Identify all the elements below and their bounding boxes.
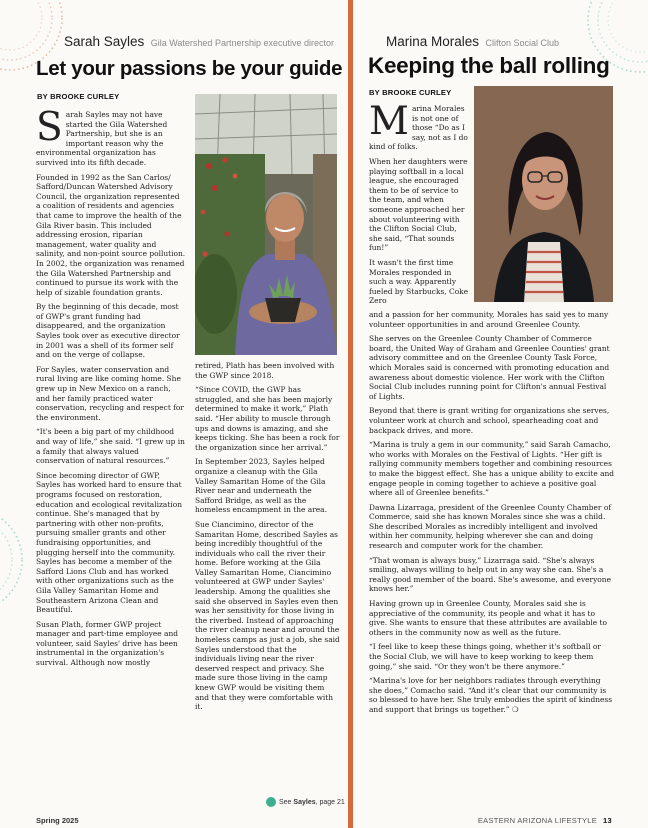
left-dropcap: S (36, 105, 63, 150)
marina-morales-photo (474, 86, 613, 302)
continued-dot-icon (266, 797, 276, 807)
footer-magazine-name: EASTERN ARIZONA LIFESTYLE (477, 816, 598, 825)
right-para-3: It wasn't the first time Morales responded in such a way. Apparently fueled by Starbucks, Coke Zero (369, 257, 469, 306)
left-subject-role: Gila Watershed Partnership executive director (150, 38, 334, 48)
left-col2-para-1: retired, Plath has been involved with the GWP since 2018. (195, 361, 335, 380)
left-para-1: Sarah Sayles may not have started the Gila Watershed Partnership, but she is an important reason why the environmental organization has survived into its fifth decade. (36, 105, 168, 167)
right-wide-para-7: Having grown up in Greenlee County, Morales said she is appreciative of the community, its people and what it has to give. She wants to ensure that these attributes are available to others in the community now as well as the future. (369, 599, 608, 637)
right-headline: Keeping the ball rolling (368, 53, 610, 78)
right-para-1: Marina Morales is not one of those “Do as I say, not as I do kind of folks. (369, 99, 468, 152)
right-wide-para-1: and a passion for her community, Morales has said yes to many volunteer opportunities in and around Greenlee County. (369, 310, 609, 329)
right-wide-para-3: Beyond that there is grant writing for organizations she serves, volunteer work at church and school, spearheading coat and backpack drives, and more. (369, 406, 610, 435)
left-para-7: Susan Plath, former GWP project manager and part-time employee and volunteer, said Sayles' drive has been instrumental in the organization's survival. Although now mostly (36, 619, 179, 668)
left-headline: Let your passions be your guide (36, 57, 343, 80)
left-para-2: Founded in 1992 as the San Carlos/ Safford/Duncan Watershed Advisory Council, the organization represented a coalition of residents and agencies that came to improve the health of the Gila River basin. This included addressing erosion, riparian management, water quality and salinity, and non-point source pollution. In 2002, the organization was renamed the Gila Watershed Partnership and continued to pursue its work with the help of sizable foundation grants. (36, 172, 186, 297)
right-wide-para-8: “I feel like to keep these things going, whether it's softball or the Social Club, we will have to keep working to keep them going,” she said. “Or they won't be there anymore.” (369, 642, 601, 671)
left-para-5: “It's been a big part of my childhood and way of life,” she said. “I grew up in a family that always valued conservation of natural resources.” (36, 427, 185, 466)
right-wide-para-4: “Marina is truly a gem in our community,” said Sarah Camacho, who works with Morales on the Festival of Lights. “Her gift is rallying community members together and combining resources to make the biggest effect. She has a unique ability to excite and engage people in coming together to achieve a positive goal where all of Greenlee benefits.” (369, 440, 615, 498)
column-divider (348, 0, 353, 828)
left-col2-para-4: Sue Ciancimino, director of the Samaritan Home, described Sayles as being incredibly thoughtful of the individuals who call the river their home. Before working at the Gila Valley Samaritan Home, Ciancimino volunteered at GWP under Sayles' leadership. Among the qualities she said she observed in Sayles even then was her sensitivity for those living in the riverbed. Instead of approaching the river cleanup near and around the homeless camps as just a job, she said Sayles understood that the individuals living near the river deserved respect and privacy. She made sure those living in the camp knew GWP would be visiting them and that they were comfortable with it. (195, 519, 340, 712)
right-wide-para-5: Dawna Lizarraga, president of the Greenlee County Chamber of Commerce, said she has known Morales since she was a child. She described Morales as incredibly intelligent and involved within her community, helping wherever she can and doing research and computer work for the chamber. (369, 502, 612, 551)
left-para-6: Since becoming director of GWP, Sayles has worked hard to ensure that programs focused on restoration, education and ecological revitalization continue. She's managed that by partnering with other non-profits, pursuing smaller grants and other fundraising opportunities, and plugging herself into the community. Sayles has become a member of the Safford Lions Club and has worked with other organizations such as the Gila Valley Samaritan Home and Southeastern Arizona Clean and Beautiful. (36, 470, 182, 615)
left-para-4: For Sayles, water conservation and rural living are like coming home. She grew up in New Mexico on a ranch, and her family practiced water conservation, recycling and respect for the environment. (36, 364, 184, 422)
continued-on-link[interactable]: See Sayles, page 21 (266, 797, 345, 807)
left-col2-para-2: “Since COVID, the GWP has struggled, and she has been majorly determined to make it work,” Plath said. “Her ability to muscle through ups and downs is amazing, and she keeps ticking. She has been a rock for the organization since her arrival.” (195, 385, 340, 452)
end-mark-icon: ❍ (511, 704, 519, 714)
footer-season: Spring 2025 (36, 816, 79, 825)
left-byline: BY BROOKE CURLEY (37, 92, 120, 101)
footer-page-number: 13 (603, 816, 612, 825)
footer-folio (478, 816, 612, 825)
right-wide-para-9: “Marina's love for her neighbors radiates through everything she does,” Comacho said. “And it's clear that our community is so blessed to have her. She truly embodies the spirit of kindness and support that brings us together.” ❍ (369, 676, 613, 714)
right-subject-role: Clifton Social Club (485, 38, 560, 48)
sarah-sayles-photo (195, 94, 337, 355)
left-column-2 (195, 361, 340, 717)
right-dropcap: M (369, 99, 409, 144)
decorative-dot-circle-left-middle (0, 500, 30, 620)
left-subject-name-line (64, 33, 334, 51)
right-wide-column (369, 310, 615, 720)
left-subject-name: Sarah Sayles (64, 34, 145, 49)
right-subject-name-line (386, 33, 559, 51)
right-wide-para-2: She serves on the Greenlee County Chamber of Commerce board, the United Way of Graham and Greenlee Counties' grant advisory committee and on the Greenlee County Task Force, which Morales said is concerned with promoting education and awareness about domestic violence. Her work with the Clifton Social Club includes running point for Clifton's annual Festival of Lights. (369, 334, 610, 401)
right-subject-name: Marina Morales (386, 34, 480, 49)
right-para-2: When her daughters were playing softball in a local league, she encouraged them to be of service to the team, and when someone approached her about volunteering with the Clifton Social Club, she said, “That sounds fun!” (369, 156, 468, 253)
left-para-3: By the beginning of this decade, most of GWP's grant funding had disappeared, and the organization Sayles took over as executive director in 2001 was a shell of its former self and on the verge of collapse. (36, 302, 180, 360)
right-wide-para-6: “That woman is always busy,” Lizarraga said. “She's always smiling, always willing to help out in any way she can. She's a really good member of the board. She's awesome, and everyone knows her.” (369, 555, 611, 594)
right-narrow-column (369, 99, 469, 311)
right-byline: BY BROOKE CURLEY (369, 88, 452, 97)
left-column-1 (36, 105, 186, 673)
left-col2-para-3: In September 2023, Sayles helped organize a cleanup with the Gila Valley Samaritan Home of the Gila River near and underneath the Safford Bridge, as well as the homeless encampment in the area. (195, 457, 327, 515)
